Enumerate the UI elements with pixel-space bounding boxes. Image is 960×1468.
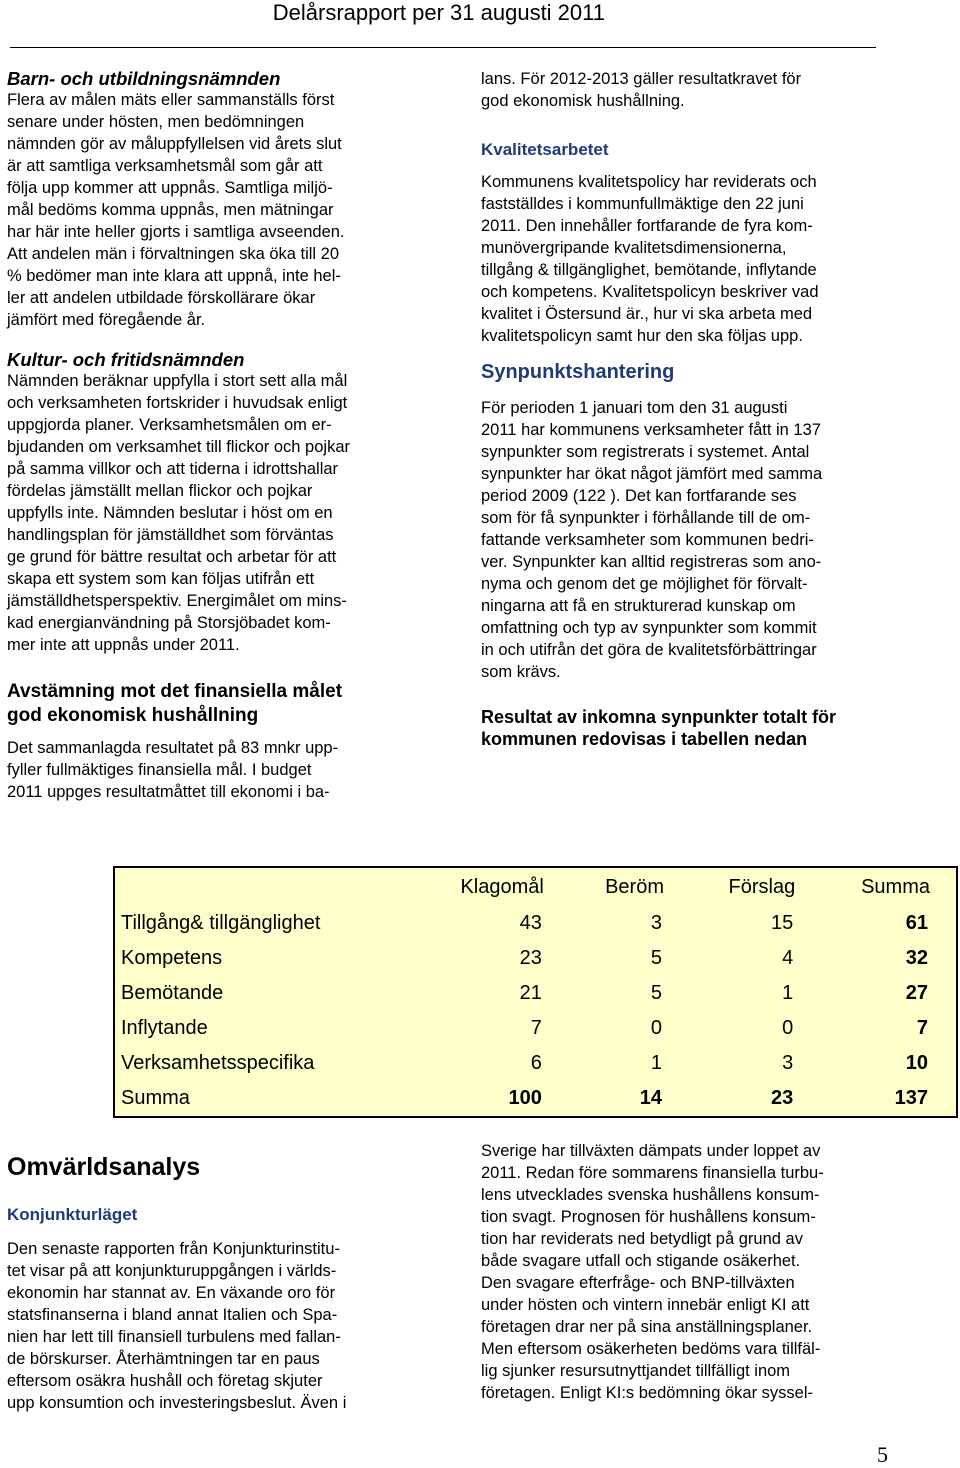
- text-line: nämnden gör av måluppfyllelsen vid årets slut: [7, 135, 342, 153]
- table-sum-cell: 32: [905, 947, 928, 969]
- section-heading-synpunkt: Synpunktshantering: [481, 361, 675, 383]
- text-line: kad energianvändning på Storsjöbadet kom-: [7, 614, 331, 632]
- table-cell: 6: [530, 1052, 542, 1074]
- text-line: lig sjunker resursutnyttjandet tillfälligt inom: [481, 1362, 791, 1380]
- text-line: ge grund för bättre resultat och arbetar för att: [7, 548, 337, 566]
- text-line: uppfylls inte. Nämnden beslutar i höst om en: [7, 504, 333, 522]
- text-line: mer inte att uppnås under 2011.: [7, 636, 240, 654]
- text-line: synpunkter har ökat något jämfört med samma: [481, 465, 823, 483]
- text-line: Sverige har tillväxten dämpats under loppet av: [481, 1142, 821, 1160]
- table-row: [114, 1081, 957, 1117]
- table-cell: 43: [519, 912, 542, 934]
- text-line: munövergripande kvalitetsdimensionerna,: [481, 239, 787, 257]
- table-row: [114, 976, 957, 1011]
- text-line: Nämnden beräknar uppfylla i stort sett alla mål: [7, 372, 348, 390]
- table-cell: 100: [508, 1087, 542, 1109]
- text-line: ekonomin har stannat av. En växande oro för: [7, 1284, 336, 1302]
- text-line: För perioden 1 januari tom den 31 augusti: [481, 399, 788, 417]
- text-line: Den svagare efterfråge- och BNP-tillväxten: [481, 1274, 795, 1292]
- text-line: ningarna att få en strukturerad kunskap om: [481, 597, 796, 615]
- text-line: 2011. Den innehåller fortfarande de fyra kom-: [481, 217, 813, 235]
- heading-line: Avstämning mot det finansiella målet: [7, 681, 343, 702]
- table-cell: 5: [650, 982, 662, 1004]
- text-line: tion har reviderats ned betydligt på grund av: [481, 1230, 803, 1248]
- table-sum-cell: 10: [905, 1052, 928, 1074]
- table-cell: 5: [650, 947, 662, 969]
- table-intro-heading: [481, 706, 931, 750]
- synpunkter-table: [113, 866, 958, 1118]
- text-line: fastställdes i kommunfullmäktige den 22 juni: [481, 195, 804, 213]
- table-cell: 3: [782, 1052, 794, 1074]
- text-line: Att andelen män i förvaltningen ska öka till 20: [7, 245, 340, 263]
- text-line: lans. För 2012-2013 gäller resultatkravet för: [481, 70, 802, 88]
- text-line: Flera av målen mäts eller sammanställs först: [7, 91, 335, 109]
- table-row-label: Kompetens: [121, 947, 223, 969]
- table-cell: 23: [770, 1087, 794, 1109]
- table-cell: 7: [530, 1017, 542, 1039]
- section-body-kultur: [7, 370, 447, 656]
- text-line: 2011. Redan före sommarens finansiella turbu-: [481, 1164, 824, 1182]
- text-line: tion svagt. Prognosen för hushållens konsum-: [481, 1208, 816, 1226]
- table-cell: 4: [782, 947, 794, 969]
- text-line: företagen. Enligt KI:s bedömning ökar syssel-: [481, 1384, 814, 1402]
- page-number: 5: [877, 1442, 888, 1467]
- text-line: Kommunens kvalitetspolicy har reviderats och: [481, 173, 817, 191]
- bottom-left-column: [7, 1152, 447, 1414]
- text-line: följa upp kommer att uppnås. Samtliga miljö-: [7, 179, 333, 197]
- table-row: [114, 1011, 957, 1046]
- text-line: har här inte heller gjorts i samtliga avseenden.: [7, 223, 345, 241]
- text-line: är att samtliga verksamhetsmål som går att: [7, 157, 323, 175]
- table-row: [114, 1046, 957, 1081]
- bottom-right-column: [481, 1140, 931, 1404]
- section-body-kvalitet: [481, 171, 931, 347]
- section-heading-omvarld: Omvärldsanalys: [7, 1153, 201, 1181]
- text-line: fattande verksamheter som kommunen bedri-: [481, 531, 814, 549]
- table-cell: 1: [782, 982, 794, 1004]
- table-row-label: Summa: [121, 1087, 190, 1109]
- table-row-label: Verksamhetsspecifika: [121, 1052, 315, 1074]
- section-body-konjunktur-cont: [481, 1140, 931, 1404]
- section-heading-barn: Barn- och utbildningsnämnden: [7, 68, 281, 89]
- text-line: mål bedöms komma uppnås, men mätningar: [7, 201, 334, 219]
- text-line: bjudanden om verksamhet till flickor och pojkar: [7, 438, 350, 456]
- table-row: [114, 906, 957, 941]
- table-corner-cell: [114, 867, 415, 906]
- section-heading-avstamning: [7, 680, 447, 728]
- table-cell: 3: [650, 912, 662, 934]
- text-line: som för få synpunkter i förhållande till de om-: [481, 509, 811, 527]
- section-heading-kultur: Kultur- och fritidsnämnden: [7, 349, 245, 370]
- text-line: fyller fullmäktiges finansiella mål. I budget: [7, 761, 312, 779]
- text-line: under hösten och vintern innebär enligt KI att: [481, 1296, 810, 1314]
- text-line: % bedömer man inte klara att uppnå, inte hel-: [7, 267, 341, 285]
- text-line: upp konsumtion och investeringsbeslut. Även i: [7, 1394, 347, 1412]
- text-line: kvalitetspolicyn samt hur den ska följas upp.: [481, 327, 803, 345]
- section-body-avstamning: [7, 737, 447, 803]
- text-line: Den senaste rapporten från Konjunkturinstitu-: [7, 1240, 340, 1258]
- table-column-header: Förslag: [728, 875, 796, 898]
- text-line: nyma och genom det ge möjlighet för förvalt-: [481, 575, 808, 593]
- text-line: ver. Synpunkter kan alltid registreras som ano-: [481, 553, 822, 571]
- table-row-label: Tillgång& tillgänglighet: [121, 912, 321, 934]
- table-cell: 0: [782, 1017, 794, 1039]
- text-line: in och utifrån det göra de kvalitetsförbättringar: [481, 641, 817, 659]
- text-line: Det sammanlagda resultatet på 83 mnkr upp-: [7, 739, 339, 757]
- table-cell: 14: [639, 1087, 662, 1109]
- text-line: uppgjorda planer. Verksamhetsmålen om er-: [7, 416, 332, 434]
- section-body-konjunktur: [7, 1238, 447, 1414]
- section-body-barn: [7, 89, 447, 331]
- table-header-row: [114, 867, 957, 906]
- table-column-header: Klagomål: [460, 875, 544, 898]
- text-line: statsfinanserna i bland annat Italien och Spa-: [7, 1306, 338, 1324]
- text-line: företagen drar ner på sina anställningsplaner.: [481, 1318, 813, 1336]
- left-column: [7, 67, 447, 803]
- intro-text: [481, 68, 931, 112]
- table-cell: 23: [519, 947, 542, 969]
- text-line: period 2009 (122 ). Det kan fortfarande ses: [481, 487, 797, 505]
- text-line: tet visar på att konjunkturuppgången i världs-: [7, 1262, 337, 1280]
- text-line: ler att andelen utbildade förskollärare ökar: [7, 289, 316, 307]
- table-column-header: Beröm: [605, 875, 664, 898]
- table-row: [114, 941, 957, 976]
- text-line: skapa ett system som kan följas utifrån ett: [7, 570, 315, 588]
- text-line: både svagare utfall och stigande osäkerhet.: [481, 1252, 801, 1270]
- text-line: eftersom osäkra hushåll och företag skjuter: [7, 1372, 323, 1390]
- text-line: tillgång & tillgänglighet, bemötande, inflytande: [481, 261, 817, 279]
- report-header-title: Delårsrapport per 31 augusti 2011: [272, 0, 605, 25]
- heading-line: Resultat av inkomna synpunkter totalt för: [481, 707, 837, 727]
- table-sum-cell: 27: [905, 982, 928, 1004]
- text-line: lens utvecklades svenska hushållens konsum-: [481, 1186, 820, 1204]
- right-column: [481, 68, 931, 750]
- heading-line: god ekonomisk hushållning: [7, 705, 259, 726]
- section-heading-kvalitet: Kvalitetsarbetet: [481, 140, 609, 159]
- text-line: omfattning och typ av synpunkter som kommit: [481, 619, 817, 637]
- table-row-label: Bemötande: [121, 982, 224, 1004]
- text-line: nien har lett till finansiell turbulens med fallan-: [7, 1328, 341, 1346]
- table-sum-cell: 7: [916, 1017, 928, 1039]
- heading-line: kommunen redovisas i tabellen nedan: [481, 729, 808, 749]
- text-line: 2011 har kommunens verksamheter fått in 137: [481, 421, 821, 439]
- table-cell: 15: [770, 912, 794, 934]
- table-cell: 1: [650, 1052, 662, 1074]
- text-line: de börskurser. Återhämtningen tar en paus: [7, 1350, 320, 1368]
- table-cell: 0: [650, 1017, 662, 1039]
- section-body-synpunkt: [481, 397, 931, 683]
- table-row-label: Inflytande: [121, 1017, 208, 1039]
- table-sum-cell: 137: [894, 1087, 928, 1109]
- text-line: handlingsplan för jämställdhet som förväntas: [7, 526, 334, 544]
- text-line: Men eftersom osäkerheten bedöms vara tillfäl-: [481, 1340, 821, 1358]
- table-cell: 21: [519, 982, 542, 1004]
- text-line: senare under hösten, men bedömningen: [7, 113, 305, 131]
- text-line: synpunkter som registrerats i systemet. Antal: [481, 443, 810, 461]
- text-line: och verksamheten fortskrider i huvudsak enligt: [7, 394, 348, 412]
- table-column-header: Summa: [861, 875, 930, 898]
- text-line: och kompetens. Kvalitetspolicyn beskriver vad: [481, 283, 819, 301]
- text-line: kvalitet i Östersund är., hur vi ska arbeta med: [481, 305, 813, 323]
- section-subheading-konjunktur: Konjunkturläget: [7, 1205, 138, 1224]
- text-line: fördelas jämställt mellan flickor och pojkar: [7, 482, 313, 500]
- text-line: på samma villkor och att tiderna i idrottshallar: [7, 460, 339, 478]
- text-line: som krävs.: [481, 663, 561, 681]
- text-line: god ekonomisk hushållning.: [481, 92, 685, 110]
- table-sum-cell: 61: [905, 912, 928, 934]
- text-line: jämställdhetsperspektiv. Energimålet om mins-: [7, 592, 347, 610]
- header-divider: [10, 47, 876, 48]
- text-line: 2011 uppges resultatmåttet till ekonomi i ba-: [7, 783, 330, 801]
- text-line: jämfört med föregående år.: [7, 311, 206, 329]
